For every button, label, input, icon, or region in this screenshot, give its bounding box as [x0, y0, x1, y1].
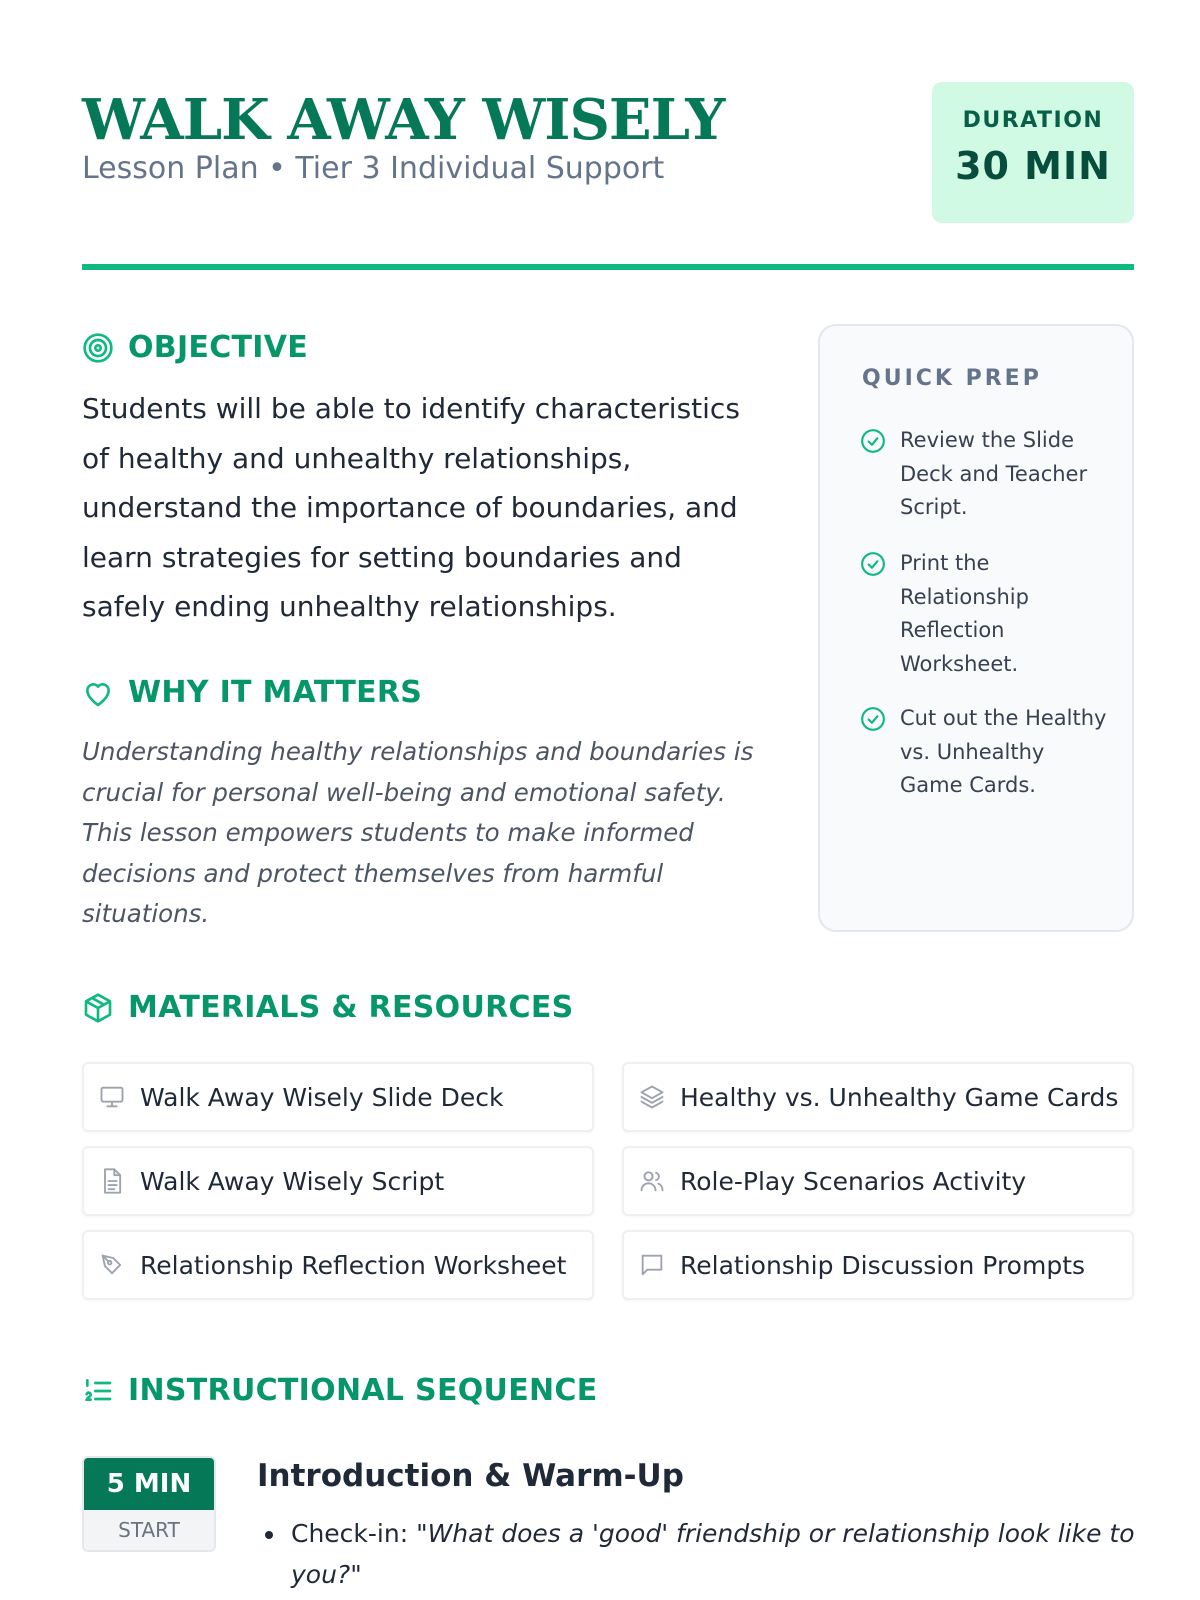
- duration-badge: [932, 82, 1134, 223]
- monitor-icon: [98, 1083, 126, 1111]
- why-text: Understanding healthy relationships and boundaries is crucial for personal well-being and emotional safety. This lesson empowers students to make informed decisions and protect themselves from harmful situations.: [82, 737, 754, 928]
- prep-item-text: Print the Relationship Reflection Worksheet.: [900, 551, 1029, 676]
- material-card[interactable]: [82, 1230, 594, 1300]
- prep-item: [860, 547, 1110, 681]
- check-circle-icon: [860, 706, 886, 732]
- material-label: Relationship Discussion Prompts: [680, 1250, 1086, 1280]
- check-circle-icon: [860, 428, 886, 454]
- package-icon: [82, 992, 114, 1024]
- step-time-badge: [82, 1456, 216, 1552]
- materials-heading: [82, 990, 574, 1025]
- material-label: Walk Away Wisely Slide Deck: [140, 1082, 504, 1112]
- material-label: Walk Away Wisely Script: [140, 1166, 445, 1196]
- step-phase: START: [84, 1510, 214, 1550]
- prep-item-text: Review the Slide Deck and Teacher Script.: [900, 428, 1088, 519]
- quick-prep-title: QUICK PREP: [862, 366, 1042, 391]
- pencil-icon: [98, 1251, 126, 1279]
- objective-title: OBJECTIVE: [128, 330, 309, 365]
- header: [82, 82, 1134, 272]
- material-label: Role-Play Scenarios Activity: [680, 1166, 1027, 1196]
- step-bullet-quote: "What does a 'good' friendship or relationship look like to you?": [291, 1519, 1135, 1589]
- sequence-heading: [82, 1373, 598, 1408]
- prep-item: [860, 702, 1110, 803]
- objective-heading: [82, 330, 308, 365]
- list-ordered-icon: [82, 1375, 114, 1407]
- step-bullet-lead: Check-in:: [291, 1519, 417, 1548]
- material-label: Healthy vs. Unhealthy Game Cards: [680, 1082, 1119, 1112]
- materials-title: MATERIALS & RESOURCES: [128, 990, 574, 1025]
- material-card[interactable]: [622, 1146, 1134, 1216]
- duration-value: 30 MIN: [955, 144, 1111, 188]
- header-divider: [82, 264, 1134, 270]
- heart-icon: [82, 677, 114, 709]
- prep-item-text: Cut out the Healthy vs. Unhealthy Game Cards.: [900, 706, 1107, 797]
- duration-label: DURATION: [962, 108, 1104, 133]
- check-circle-icon: [860, 551, 886, 577]
- material-card[interactable]: [82, 1062, 594, 1132]
- sequence-title: INSTRUCTIONAL SEQUENCE: [128, 1373, 598, 1408]
- message-icon: [638, 1251, 666, 1279]
- step-time: 5 MIN: [84, 1458, 214, 1510]
- material-card[interactable]: [622, 1230, 1134, 1300]
- prep-item: [860, 424, 1110, 525]
- page-subtitle: Lesson Plan • Tier 3 Individual Support: [82, 151, 665, 186]
- why-heading: [82, 675, 422, 710]
- why-title: WHY IT MATTERS: [128, 675, 423, 710]
- step-bullet-list: [257, 1514, 1137, 1595]
- layers-icon: [638, 1083, 666, 1111]
- step-bullet: [257, 1514, 1137, 1595]
- target-icon: [82, 332, 114, 364]
- page-title: WALK AWAY WISELY: [82, 87, 725, 153]
- material-label: Relationship Reflection Worksheet: [140, 1250, 567, 1280]
- document-icon: [98, 1167, 126, 1195]
- step-title: Introduction & Warm-Up: [257, 1458, 684, 1494]
- material-card[interactable]: [622, 1062, 1134, 1132]
- objective-text: Students will be able to identify characteristics of healthy and unhealthy relationships, understand the importance of boundaries, and learn strategies for setting boundaries and safely ending unhealthy relationships.: [82, 392, 740, 623]
- users-icon: [638, 1167, 666, 1195]
- material-card[interactable]: [82, 1146, 594, 1216]
